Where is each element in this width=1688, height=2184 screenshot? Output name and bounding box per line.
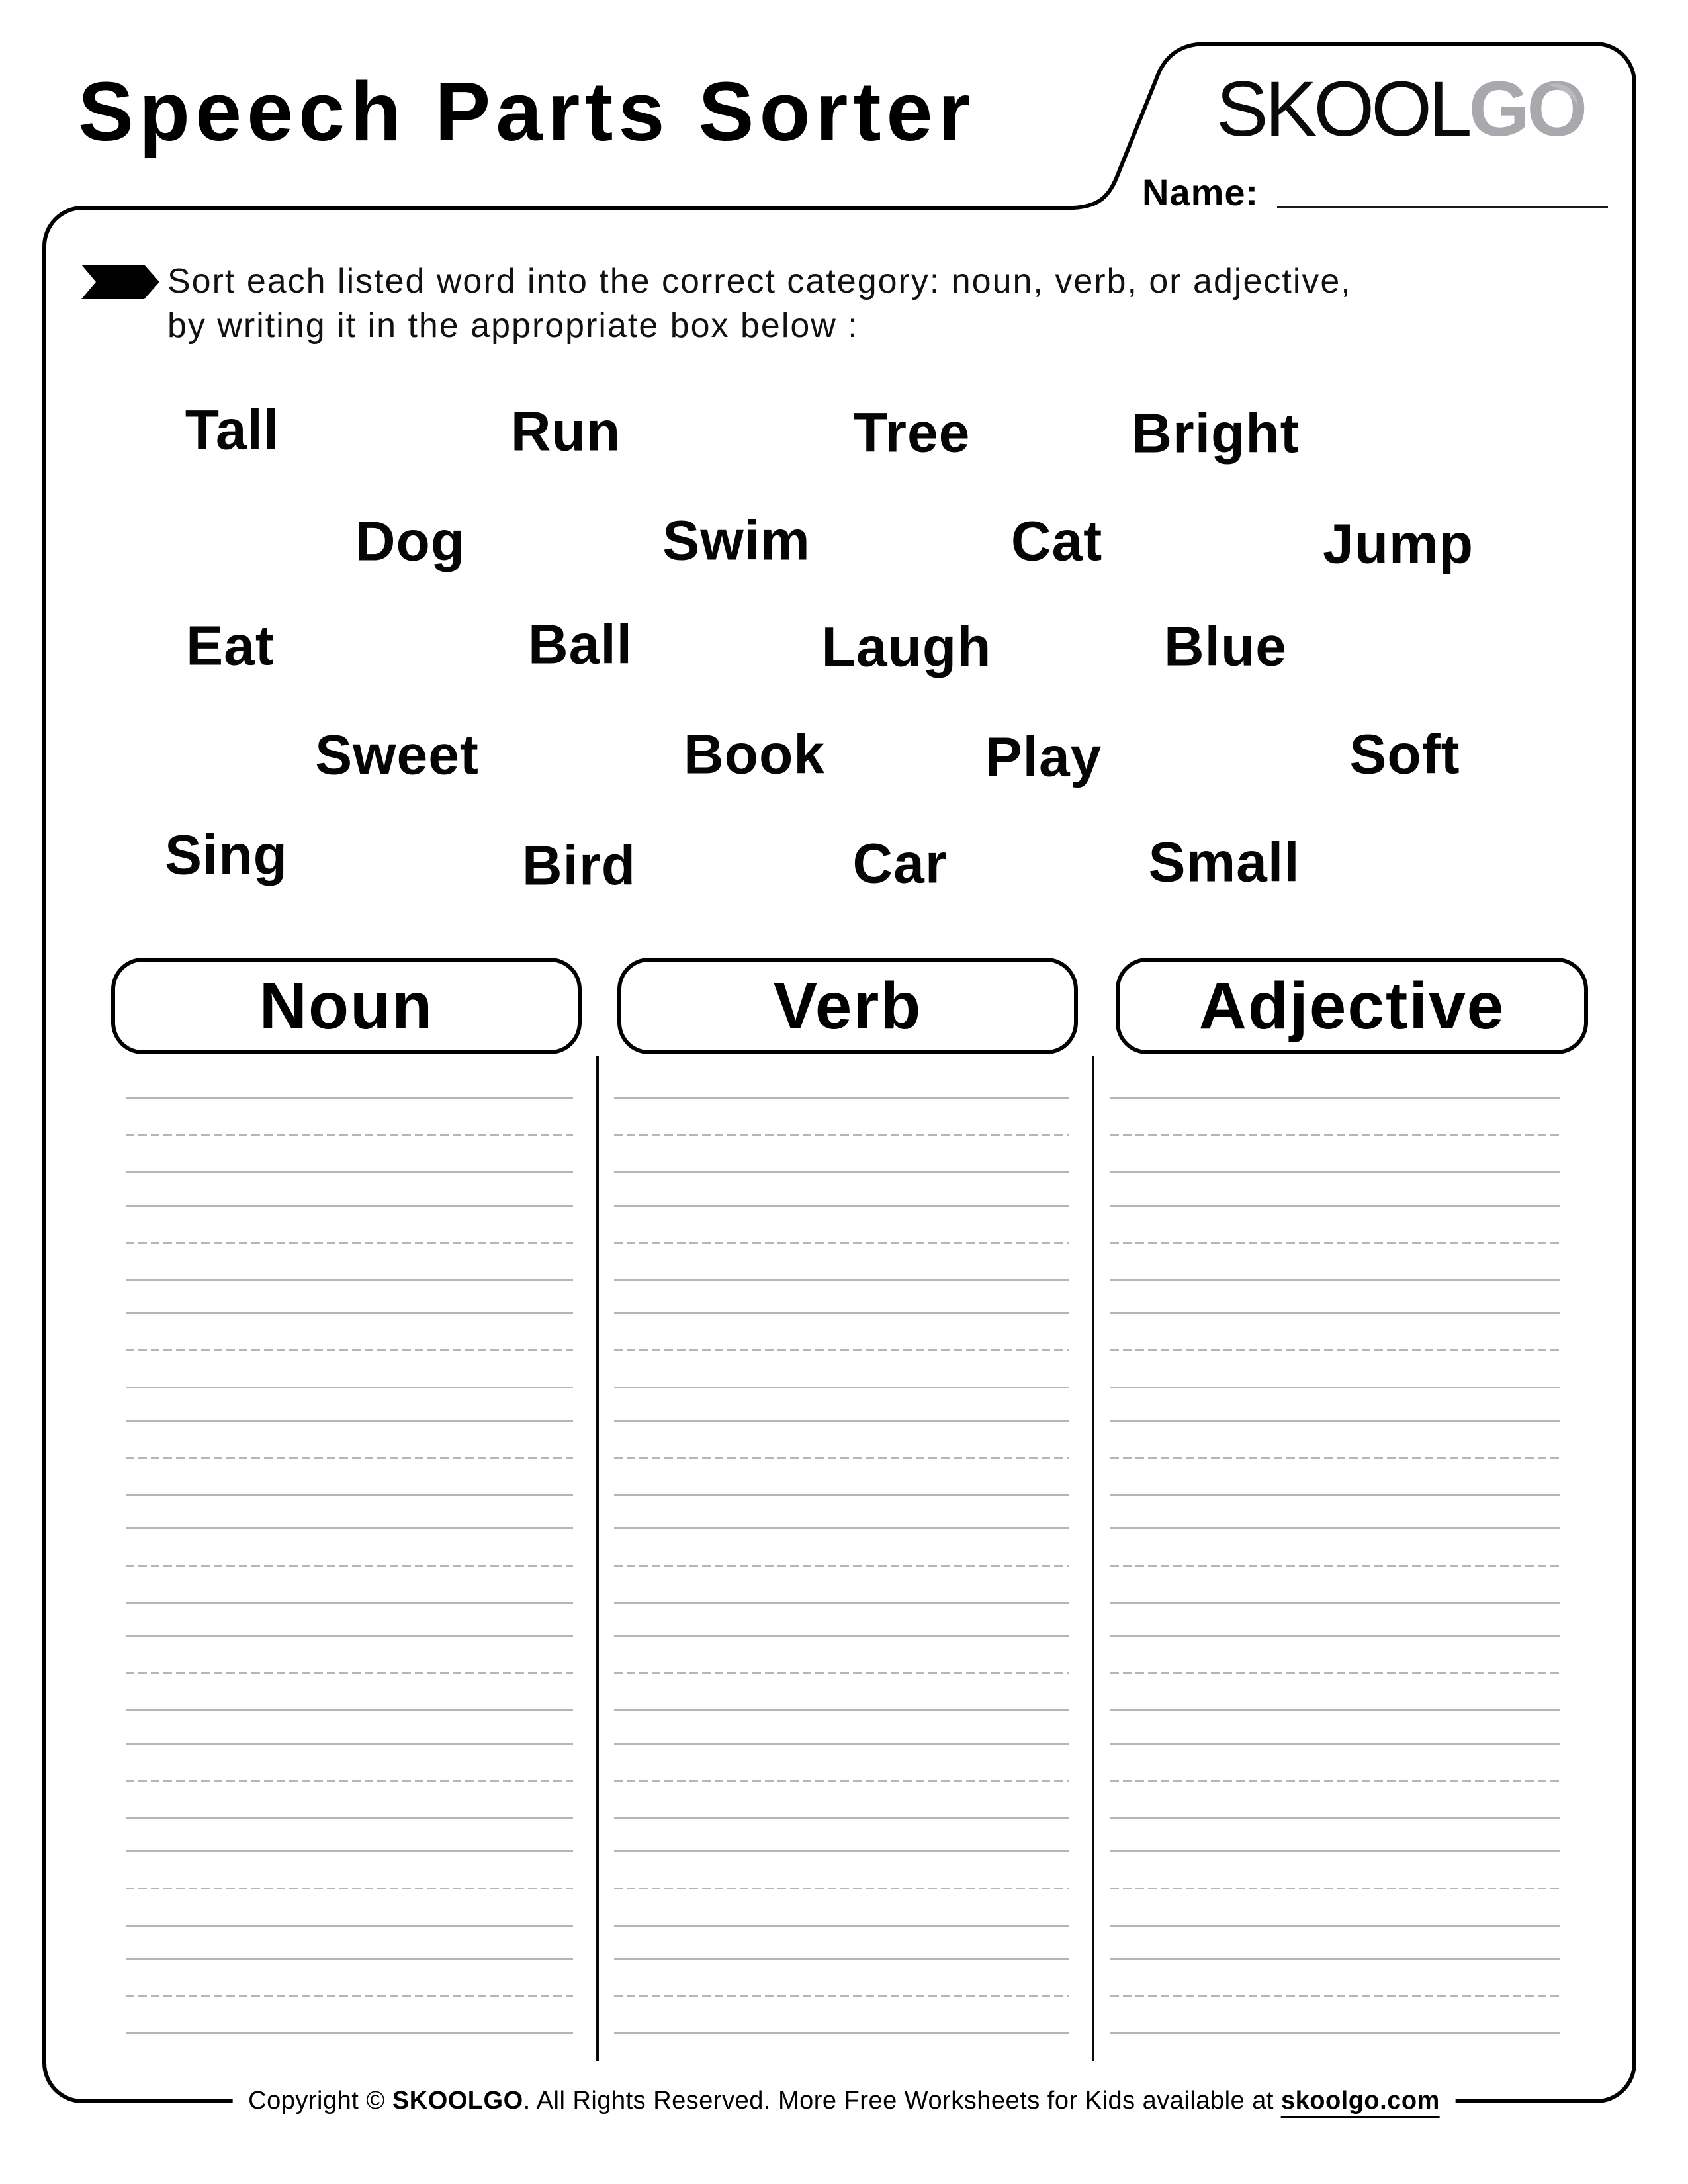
writing-line-group (614, 1420, 1069, 1528)
instructions (167, 259, 1590, 348)
word-bank-word: Play (985, 725, 1102, 788)
writing-line-solid (126, 1097, 573, 1099)
writing-line-dashed (1110, 1888, 1560, 1889)
writing-line-solid (126, 1312, 573, 1314)
writing-line-solid (1110, 1387, 1560, 1388)
writing-line-solid (1110, 1709, 1560, 1711)
writing-line-solid (1110, 1817, 1560, 1819)
writing-line-solid (614, 1420, 1069, 1422)
writing-line-group (1110, 1097, 1560, 1205)
word-bank-word: Tall (185, 398, 280, 461)
footer-rights-text: . All Rights Reserved. More Free Worksheets for Kids available at (523, 2087, 1281, 2115)
writing-line-solid (1110, 1279, 1560, 1281)
writing-line-solid (1110, 2032, 1560, 2034)
writing-area-noun[interactable] (126, 1097, 573, 2066)
writing-line-solid (1110, 1635, 1560, 1637)
writing-line-group (126, 1420, 573, 1528)
logo-crescent-icon (1528, 75, 1587, 135)
writing-line-dashed (1110, 1995, 1560, 1997)
writing-line-dashed (1110, 1780, 1560, 1782)
writing-line-solid (1110, 1850, 1560, 1852)
word-bank-word: Soft (1349, 723, 1460, 786)
writing-line-dashed (126, 1888, 573, 1889)
writing-line-dashed (126, 1780, 573, 1782)
writing-line-dashed (614, 1672, 1069, 1674)
instructions-line-1: Sort each listed word into the correct category: noun, verb, or adjective, (167, 262, 1352, 300)
category-box-noun (111, 958, 582, 1054)
writing-line-group (126, 1097, 573, 1205)
writing-line-group (126, 1958, 573, 2066)
word-bank-word: Ball (527, 613, 633, 676)
word-bank-word: Tree (853, 401, 971, 464)
writing-line-solid (614, 1527, 1069, 1529)
writing-line-group (614, 1097, 1069, 1205)
writing-line-group (614, 1635, 1069, 1743)
writing-line-solid (614, 1279, 1069, 1281)
writing-line-solid (614, 1494, 1069, 1496)
writing-line-solid (614, 2032, 1069, 2034)
writing-line-solid (126, 1958, 573, 1960)
writing-line-dashed (126, 1457, 573, 1459)
writing-line-dashed (126, 1242, 573, 1244)
writing-line-dashed (614, 1565, 1069, 1567)
category-label-verb: Verb (773, 968, 922, 1043)
writing-line-solid (614, 1171, 1069, 1173)
logo-text-go: GO (1469, 70, 1585, 148)
writing-line-dashed (1110, 1672, 1560, 1674)
word-bank-word: Dog (355, 510, 466, 572)
writing-line-dashed (614, 1134, 1069, 1136)
writing-line-group (1110, 1420, 1560, 1528)
writing-line-solid (126, 1925, 573, 1927)
writing-line-dashed (614, 1242, 1069, 1244)
writing-line-solid (126, 2032, 573, 2034)
writing-line-dashed (126, 1565, 573, 1567)
writing-line-solid (126, 1709, 573, 1711)
writing-line-solid (614, 1312, 1069, 1314)
writing-line-solid (614, 1097, 1069, 1099)
word-bank-word: Bird (522, 834, 636, 897)
writing-line-dashed (1110, 1565, 1560, 1567)
writing-line-solid (126, 1494, 573, 1496)
writing-line-dashed (614, 1888, 1069, 1889)
name-label: Name: (1142, 171, 1259, 213)
writing-line-solid (614, 1709, 1069, 1711)
writing-line-group (1110, 1743, 1560, 1850)
writing-line-dashed (614, 1995, 1069, 1997)
word-bank-word: Jump (1322, 512, 1474, 575)
writing-line-solid (1110, 1205, 1560, 1207)
page-title: Speech Parts Sorter (78, 65, 976, 158)
name-input-line[interactable] (1277, 206, 1608, 208)
writing-line-solid (1110, 1097, 1560, 1099)
writing-line-group (614, 1312, 1069, 1420)
writing-line-group (614, 1205, 1069, 1313)
writing-line-dashed (126, 1134, 573, 1136)
column-divider (596, 1056, 599, 2061)
word-bank-word: Book (684, 723, 825, 786)
writing-line-group (614, 1958, 1069, 2066)
writing-line-dashed (614, 1457, 1069, 1459)
writing-line-dashed (1110, 1457, 1560, 1459)
writing-line-group (126, 1527, 573, 1635)
writing-line-solid (614, 1602, 1069, 1604)
writing-line-solid (126, 1602, 573, 1604)
writing-line-dashed (126, 1349, 573, 1351)
writing-line-dashed (1110, 1349, 1560, 1351)
word-bank-word: Small (1148, 831, 1300, 893)
writing-line-solid (614, 1743, 1069, 1745)
logo-text-skool: SKOOL (1216, 66, 1469, 153)
writing-line-solid (1110, 1602, 1560, 1604)
writing-line-group (126, 1635, 573, 1743)
writing-line-solid (126, 1527, 573, 1529)
writing-line-dashed (126, 1672, 573, 1674)
writing-line-group (1110, 1312, 1560, 1420)
writing-line-solid (126, 1279, 573, 1281)
word-bank-word: Car (852, 832, 948, 895)
category-label-adjective: Adjective (1198, 968, 1505, 1043)
writing-line-group (614, 1850, 1069, 1958)
writing-line-solid (1110, 1527, 1560, 1529)
category-label-noun: Noun (259, 968, 434, 1043)
writing-line-group (614, 1743, 1069, 1850)
word-bank-word: Blue (1163, 615, 1288, 678)
word-bank-word: Cat (1010, 510, 1103, 572)
word-bank-word: Laugh (821, 615, 992, 678)
writing-line-dashed (1110, 1134, 1560, 1136)
footer-website-link[interactable]: skoolgo.com (1281, 2087, 1440, 2118)
word-bank-word: Sing (165, 823, 288, 886)
writing-line-dashed (614, 1349, 1069, 1351)
instructions-line-2: by writing it in the appropriate box below : (167, 306, 859, 345)
word-bank-word: Eat (186, 614, 275, 677)
writing-line-solid (614, 1817, 1069, 1819)
writing-line-solid (614, 1958, 1069, 1960)
writing-line-group (126, 1850, 573, 1958)
writing-line-group (126, 1743, 573, 1850)
writing-line-solid (614, 1925, 1069, 1927)
writing-line-group (1110, 1527, 1560, 1635)
writing-line-group (614, 1527, 1069, 1635)
writing-line-solid (126, 1387, 573, 1388)
word-bank-word: Run (510, 400, 621, 463)
writing-line-solid (126, 1420, 573, 1422)
writing-line-group (126, 1205, 573, 1313)
writing-line-solid (1110, 1494, 1560, 1496)
writing-line-dashed (1110, 1242, 1560, 1244)
writing-line-solid (614, 1205, 1069, 1207)
writing-line-group (1110, 1205, 1560, 1313)
writing-area-adjective[interactable] (1110, 1097, 1560, 2066)
writing-line-solid (614, 1635, 1069, 1637)
writing-line-solid (614, 1850, 1069, 1852)
writing-line-solid (1110, 1743, 1560, 1745)
writing-line-group (1110, 1850, 1560, 1958)
writing-line-solid (126, 1635, 573, 1637)
footer-copyright-text: Copyright © (248, 2087, 392, 2115)
word-bank-word: Swim (662, 509, 811, 572)
writing-line-solid (126, 1171, 573, 1173)
writing-line-solid (1110, 1312, 1560, 1314)
writing-line-solid (614, 1387, 1069, 1388)
writing-line-solid (126, 1205, 573, 1207)
word-bank-word: Bright (1132, 402, 1300, 465)
writing-line-solid (1110, 1925, 1560, 1927)
writing-line-solid (126, 1743, 573, 1745)
word-bank-word: Sweet (315, 723, 479, 786)
category-box-adjective (1116, 958, 1588, 1054)
writing-area-verb[interactable] (614, 1097, 1069, 2066)
skoolgo-logo (1216, 66, 1585, 153)
column-divider (1092, 1056, 1094, 2061)
writing-line-solid (1110, 1420, 1560, 1422)
writing-line-group (126, 1312, 573, 1420)
writing-line-dashed (614, 1780, 1069, 1782)
writing-line-solid (1110, 1958, 1560, 1960)
writing-line-group (1110, 1958, 1560, 2066)
footer (232, 2086, 1456, 2115)
writing-line-solid (1110, 1171, 1560, 1173)
writing-line-group (1110, 1635, 1560, 1743)
footer-brand: SKOOLGO (392, 2087, 523, 2115)
writing-line-dashed (126, 1995, 573, 1997)
writing-line-solid (126, 1850, 573, 1852)
writing-line-solid (126, 1817, 573, 1819)
arrow-bullet-icon (81, 265, 159, 299)
category-box-verb (617, 958, 1078, 1054)
